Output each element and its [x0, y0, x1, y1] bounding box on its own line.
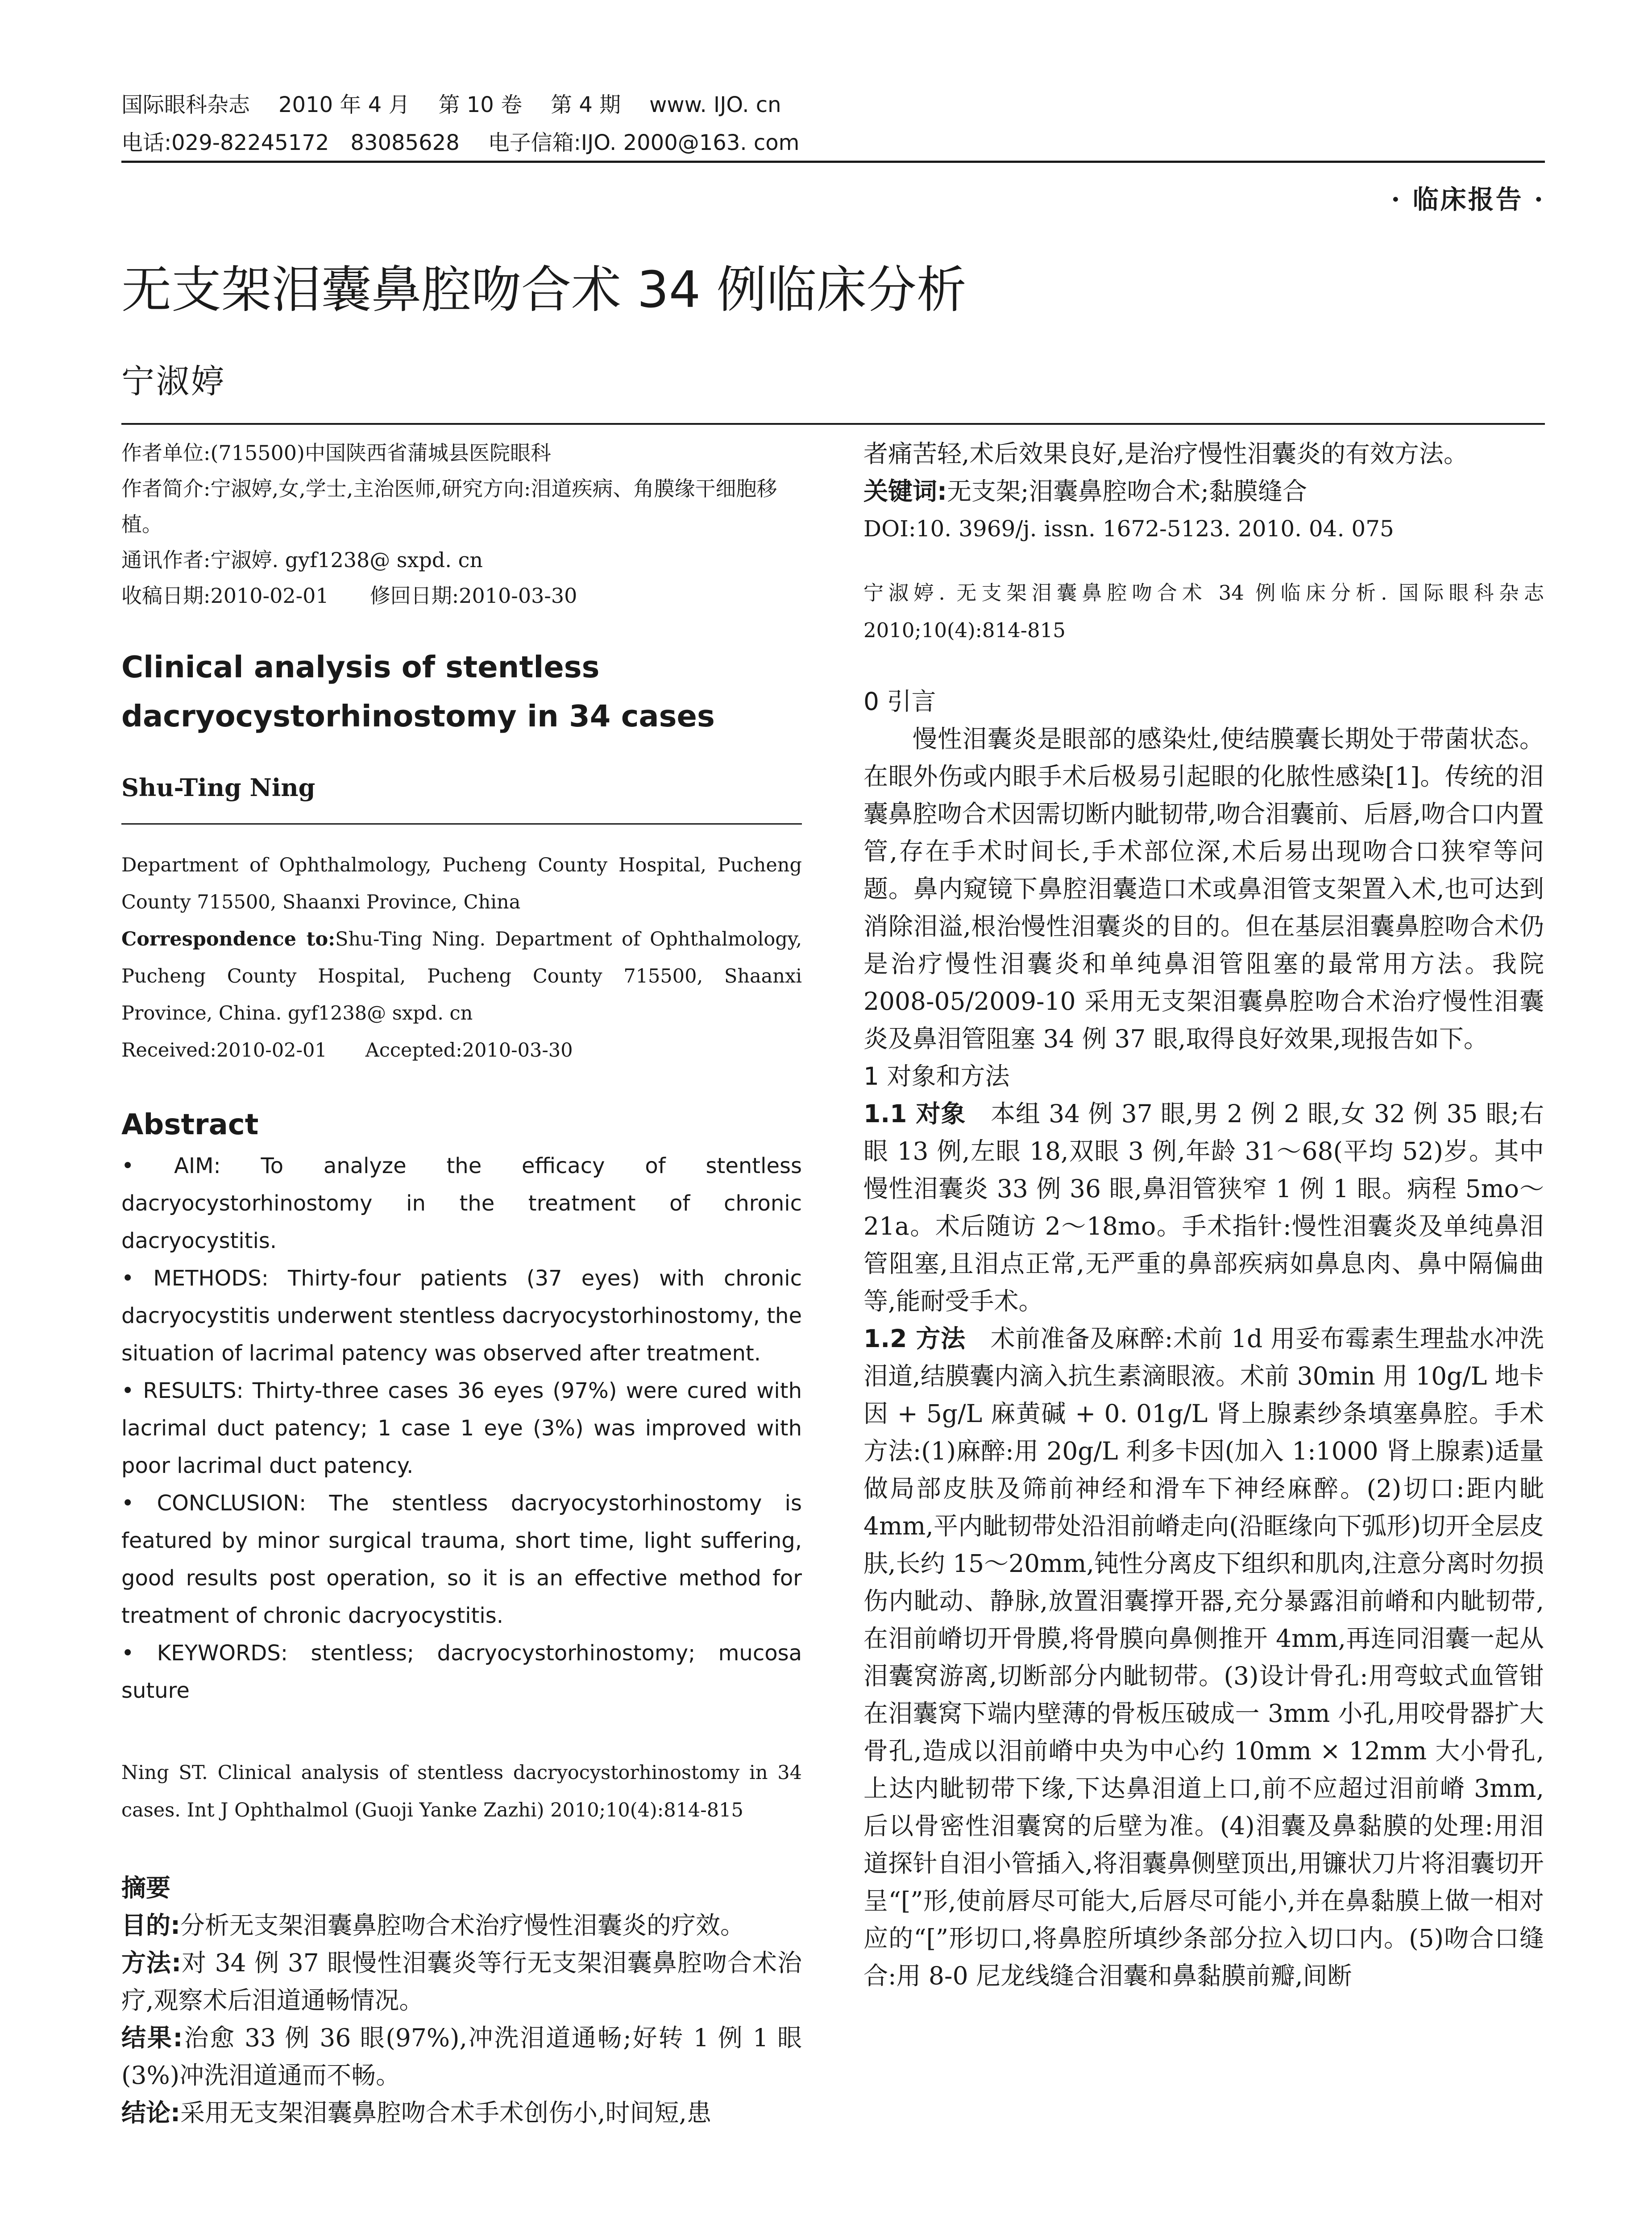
department: Department of Ophthalmology, Pucheng County Hospital, Pucheng County 715500, Shaanxi Province, China [121, 854, 802, 913]
conclusion-continued: 者痛苦轻,术后效果良好,是治疗慢性泪囊炎的有效方法。 [863, 440, 1468, 468]
citation-en-text: Ning ST. Clinical analysis of stentless dacryocystorhinostomy in 34 cases. Int J Ophthalmol (Guoji Yanke Zazhi) 2010;10(4):814-815 [121, 1762, 802, 1821]
conclusion-text: 采用无支架泪囊鼻腔吻合术手术创伤小,时间短,患 [180, 2098, 711, 2127]
doi: DOI:10. 3969/j. issn. 1672-5123. 2010. 04. 075 [863, 516, 1394, 542]
method-text: 术前准备及麻醉:术前 1d 用妥布霉素生理盐水冲洗泪道,结膜囊内滴入抗生素滴眼液。术前 30min 用 10g/L 地卡因 + 5g/L 麻黄碱 + 0. 01g/L 肾上腺素纱条填塞鼻腔。手术方法:(1)麻醉:用 20g/L 利多卡因(加入 1:1000 肾上腺素)适量做局部皮肤及筛前神经和滑车下神经麻醉。(2)切口:距内眦 4mm,平内眦韧带处沿泪前嵴走向(沿眶缘向下弧形)切开全层皮肤,长约 15～20mm,钝性分离皮下组织和肌肉,注意分离时勿损伤内眦动、静脉,放置泪囊撑开器,充分暴露泪前嵴和内眦韧带,在泪前嵴切开骨膜,将骨膜向鼻侧推开 4mm,再连同泪囊一起从泪囊窝游离,切断部分内眦韧带。(3)设计骨孔:用弯蚊式血管钳在泪囊窝下端内壁薄的骨板压破成一 3mm 小孔,用咬骨器扩大骨孔,造成以泪前嵴中央为中心约 10mm × 12mm 大小骨孔,上达内眦韧带下缘,下达鼻泪道上口,前不应超过泪前嵴 3mm,后以骨密性泪囊窝的后壁为准。(4)泪囊及鼻黏膜的处理:用泪道探针自泪小管插入,将泪囊鼻侧壁顶出,用镰状刀片将泪囊切开呈“[”形,使前唇尽可能大,后唇尽可能小,并在鼻黏膜上做一相对应的“[”形切口,将鼻腔所填纱条部分拉入切口内。(5)吻合口缝合:用 8-0 尼龙线缝合泪囊和鼻黏膜前瓣,间断 [863, 1324, 1544, 1990]
received-dates: 收稿日期:2010-02-01 修回日期:2010-03-30 [121, 584, 577, 608]
title-rule [121, 423, 1545, 425]
abstract-cn [121, 1907, 802, 2131]
running-header-line1 [121, 89, 810, 120]
journal-name: 国际眼科杂志 [121, 92, 250, 117]
abstract-en [121, 1147, 802, 1709]
correspondence-label: Correspondence to [121, 928, 328, 950]
keywords-label: 关键词: [863, 477, 947, 506]
received-accepted: Received:2010-02-01 Accepted:2010-03-30 [121, 1039, 573, 1062]
section-tag: · 临床报告 · [1391, 184, 1545, 215]
subjects-label: 1.1 对象 [863, 1099, 966, 1128]
abstract-cn-heading: 摘要 [121, 1874, 171, 1902]
citation-cn-text: 宁淑婷. 无支架泪囊鼻腔吻合术 34 例临床分析. 国际眼科杂志 2010;10(4):814-815 [863, 581, 1544, 642]
correspondence-text: Shu-Ting Ning. Department of Ophthalmology, Pucheng County Hospital, Pucheng County 715500, Shaanxi Province, China. gyf1238@ sxpd. cn [121, 928, 802, 1024]
aim-text: 分析无支架泪囊鼻腔吻合术治疗慢性泪囊炎的疗效。 [180, 1911, 745, 1940]
article-title: 无支架泪囊鼻腔吻合术 34 例临床分析 [121, 261, 967, 319]
methods-heading: 1 对象和方法 [863, 1062, 1010, 1091]
citation-en [121, 1754, 802, 1829]
abstract-conclusion: • CONCLUSION: The stentless dacryocystorhinostomy is featured by minor surgical trauma, short time, light suffering, good results post operation, so it is an effective method for treatment of chronic dacryocystitis. [121, 1491, 802, 1628]
left-column [121, 435, 802, 2131]
affiliation: 作者单位:(715500)中国陕西省蒲城县医院眼科 [121, 441, 551, 465]
issue: 第 4 期 [551, 92, 621, 117]
methods-body [863, 1095, 1544, 1995]
intro-heading: 0 引言 [863, 687, 936, 716]
english-title: Clinical analysis of stentless dacryocystorhinostomy in 34 cases [121, 650, 715, 734]
abstract-cn-continued [863, 435, 1544, 547]
results-label: 结果: [121, 2024, 183, 2052]
english-author: Shu-Ting Ning [121, 773, 315, 802]
author-info [121, 435, 802, 614]
running-header-line2 [121, 127, 828, 158]
abstract-results: • RESULTS: Thirty-three cases 36 eyes (97%) were cured with lacrimal duct patency; 1 case 1 eye (3%) was improved with poor lacrimal duct patency. [121, 1378, 802, 1478]
author-name-cn: 宁淑婷 [121, 362, 226, 401]
volume: 第 10 卷 [438, 92, 523, 117]
abstract-methods: • METHODS: Thirty-four patients (37 eyes) with chronic dacryocystitis underwent stentless dacryocystorhinostomy, the situation of lacrimal patency was observed after treatment. [121, 1266, 802, 1366]
body-text [863, 720, 1544, 1057]
phone: 电话:029-82245172 83085628 [121, 130, 460, 155]
methods-label: 方法: [121, 1949, 182, 1977]
journal-url[interactable]: www. IJO. cn [649, 92, 781, 117]
english-affiliation-block [121, 847, 802, 1069]
subjects-text: 本组 34 例 37 眼,男 2 例 2 眼,女 32 例 35 眼;右眼 13 例,左眼 18,双眼 3 例,年龄 31～68(平均 52)岁。其中慢性泪囊炎 33 例 36 眼,鼻泪管狭窄 1 例 1 眼。病程 5mo～21a。术后随访 2～18mo。手术指针:慢性泪囊炎及单纯鼻泪管阻塞,且泪点正常,无严重的鼻部疾病如鼻息肉、鼻中隔偏曲等,能耐受手术。 [863, 1099, 1544, 1315]
abstract-aim: • AIM: To analyze the efficacy of stentless dacryocystorhinostomy in the treatment of chronic dacryocystitis. [121, 1153, 802, 1253]
email: 电子信箱:IJO. 2000@163. com [488, 130, 800, 155]
method-label: 1.2 方法 [863, 1324, 966, 1353]
right-column [863, 435, 1544, 1995]
results-text: 治愈 33 例 36 眼(97%),冲洗泪道通畅;好转 1 例 1 眼(3%)冲洗泪道通而不畅。 [121, 2024, 802, 2090]
correspondence: Correspondence to:Shu-Ting Ning. Department of Ophthalmology, Pucheng County Hospital, Pucheng County 715500, Shaanxi Province, China. gyf1238@ sxpd. cn [121, 928, 802, 1024]
intro-paragraph: 慢性泪囊炎是眼部的感染灶,使结膜囊长期处于带菌状态。在眼外伤或内眼手术后极易引起眼的化脓性感染[1]。传统的泪囊鼻腔吻合术因需切断内眦韧带,吻合泪囊前、后唇,吻合口内置管,存在手术时间长,手术部位深,术后易出现吻合口狭窄等问题。鼻内窥镜下鼻腔泪囊造口术或鼻泪管支架置入术,也可达到消除泪溢,根治慢性泪囊炎的目的。但在基层泪囊鼻腔吻合术仍是治疗慢性泪囊炎和单纯鼻泪管阻塞的最常用方法。我院 2008-05/2009-10 采用无支架泪囊鼻腔吻合术治疗慢性泪囊炎及鼻泪管阻塞 34 例 37 眼,取得良好效果,现报告如下。 [863, 725, 1544, 1053]
issue-date: 2010 年 4 月 [278, 92, 410, 117]
citation-cn [863, 574, 1544, 649]
aim-label: 目的: [121, 1911, 180, 1940]
author-rule [121, 823, 802, 825]
header-rule [121, 161, 1545, 163]
methods-text: 对 34 例 37 眼慢性泪囊炎等行无支架泪囊鼻腔吻合术治疗,观察术后泪道通畅情况。 [121, 1949, 802, 2015]
abstract-heading: Abstract [121, 1108, 259, 1141]
author-bio: 作者简介:宁淑婷,女,学士,主治医师,研究方向:泪道疾病、角膜缘干细胞移植。 [121, 477, 777, 536]
corresponding-author: 通讯作者:宁淑婷. gyf1238@ sxpd. cn [121, 548, 483, 572]
keywords-text: 无支架;泪囊鼻腔吻合术;黏膜缝合 [947, 477, 1307, 506]
conclusion-label: 结论: [121, 2098, 180, 2127]
abstract-keywords: • KEYWORDS: stentless; dacryocystorhinostomy; mucosa suture [121, 1641, 802, 1703]
